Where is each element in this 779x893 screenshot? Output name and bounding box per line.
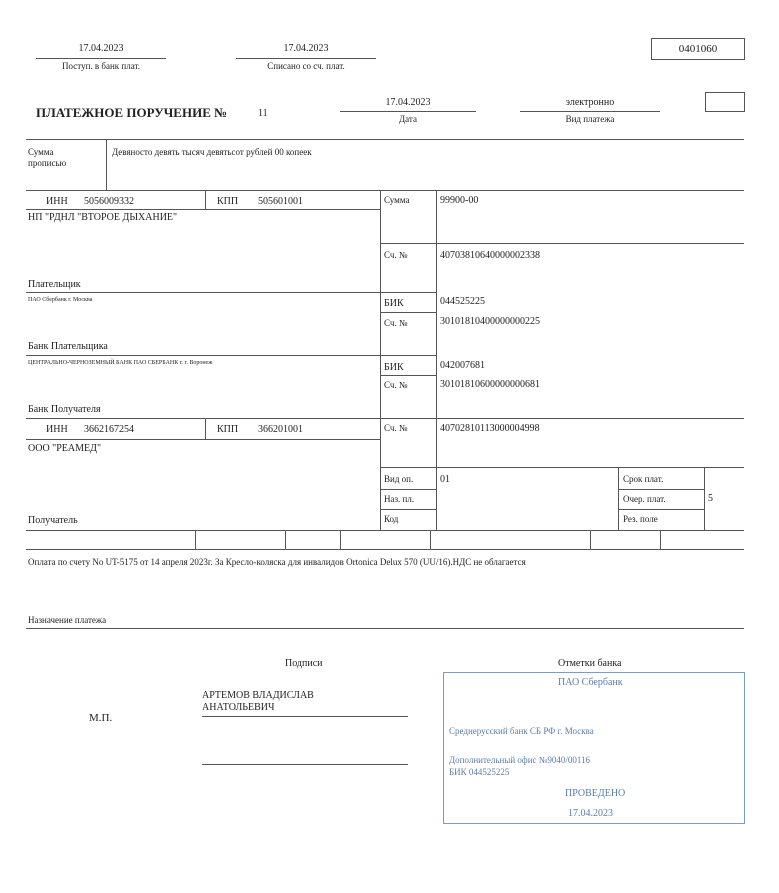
purpose-text: Оплата по счету No UT-5175 от 14 апреля 2023г. За Кресло-коляска для инвалидов Ortonica Delux 570 (UU/16).НДС не облагается	[28, 557, 526, 567]
divider	[340, 111, 476, 112]
signature-line	[202, 764, 408, 765]
doc-date-label: Дата	[399, 114, 417, 124]
form-code-box	[651, 38, 745, 60]
purpose-code-label: Наз. пл.	[384, 494, 415, 504]
payee-kpp-label: КПП	[217, 424, 239, 435]
payee-role-label: Получатель	[28, 515, 78, 526]
sum-label: Сумма	[384, 195, 410, 205]
payee-bank-bik-label: БИК	[384, 362, 404, 373]
term-label: Срок плат.	[623, 474, 664, 484]
payment-type-label: Вид платежа	[565, 114, 615, 124]
payer-role-label: Плательщик	[28, 279, 81, 290]
divider	[380, 190, 381, 530]
divider	[236, 58, 376, 59]
divider	[26, 190, 744, 191]
divider	[36, 58, 166, 59]
priority-value: 5	[708, 493, 713, 504]
payer-inn: 5056009332	[84, 196, 134, 207]
divider	[618, 489, 704, 490]
divider	[26, 292, 436, 293]
divider	[380, 509, 436, 510]
payee-bank-role-label: Банк Получателя	[28, 404, 101, 415]
payee-inn: 3662167254	[84, 424, 134, 435]
payee-bank-name: ЦЕНТРАЛЬНО-ЧЕРНОЗЕМНЫЙ БАНК ПАО СБЕРБАНК г. г. Воронеж	[28, 360, 213, 366]
empty-box	[705, 92, 745, 112]
received-date: 17.04.2023	[78, 43, 124, 54]
divider	[380, 489, 436, 490]
doc-number: 11	[258, 108, 268, 119]
form-code: 0401060	[678, 43, 718, 55]
payer-account: 40703810640000002338	[440, 250, 540, 261]
purpose-label: Назначение платежа	[28, 615, 107, 625]
signature-line	[202, 716, 408, 717]
payer-bank-bik: 044525225	[440, 296, 485, 307]
amount-words-label-1: Сумма	[28, 147, 54, 157]
payee-bank-account: 30101810600000000681	[440, 379, 540, 390]
divider	[26, 209, 380, 210]
payee-account-label: Сч. №	[384, 423, 408, 433]
payer-bank-name: ПАО Сбербанк г. Москва	[28, 297, 93, 303]
divider	[26, 355, 436, 356]
divider	[520, 111, 660, 112]
amount-words-text: Девяносто девять тысяч девятьсот рублей 00 копеек	[112, 147, 312, 157]
payment-type: электронно	[565, 97, 615, 108]
divider	[430, 530, 431, 549]
stamp-date: 17.04.2023	[568, 808, 613, 819]
payer-kpp: 505601001	[258, 196, 303, 207]
payer-name: НП "РДНЛ "ВТОРОЕ ДЫХАНИЕ"	[28, 212, 178, 223]
payer-kpp-label: КПП	[217, 196, 239, 207]
code-label: Код	[384, 514, 399, 524]
divider	[618, 509, 704, 510]
op-type-label: Вид оп.	[384, 474, 414, 484]
stamp-bik: БИК 044525225	[449, 767, 510, 777]
divider	[380, 312, 436, 313]
divider	[704, 467, 705, 530]
payer-account-label: Сч. №	[384, 250, 408, 260]
divider	[26, 418, 744, 419]
payee-name: ООО "РЕАМЕД"	[28, 443, 102, 454]
stamp-bank: ПАО Сбербанк	[558, 677, 623, 688]
debited-date: 17.04.2023	[283, 43, 329, 54]
divider	[26, 139, 744, 140]
payee-kpp: 366201001	[258, 424, 303, 435]
divider	[106, 139, 107, 190]
payee-inn-label: ИНН	[46, 424, 68, 435]
divider	[380, 467, 744, 468]
payee-bank-bik: 042007681	[440, 360, 485, 371]
divider	[205, 418, 206, 439]
signer-line-2: АНАТОЛЬЕВИЧ	[202, 702, 275, 713]
op-type-value: 01	[440, 474, 450, 485]
divider	[205, 190, 206, 209]
received-label: Поступ. в банк плат.	[62, 61, 140, 71]
divider	[195, 530, 196, 549]
debited-label: Списано со сч. плат.	[267, 61, 345, 71]
doc-title: ПЛАТЕЖНОЕ ПОРУЧЕНИЕ №	[36, 105, 228, 120]
payer-inn-label: ИНН	[46, 196, 68, 207]
sum-value: 99900-00	[440, 195, 479, 206]
amount-words-label-2: прописью	[28, 158, 67, 168]
payer-bank-account-label: Сч. №	[384, 318, 408, 328]
divider	[26, 439, 380, 440]
divider	[660, 530, 661, 549]
payer-bank-bik-label: БИК	[384, 298, 404, 309]
payee-bank-account-label: Сч. №	[384, 380, 408, 390]
priority-label: Очер. плат.	[623, 494, 666, 504]
mp-label: М.П.	[89, 712, 113, 724]
signer-line-1: АРТЕМОВ ВЛАДИСЛАВ	[202, 690, 314, 701]
divider	[436, 190, 437, 530]
payee-account: 40702810113000004998	[440, 423, 540, 434]
divider	[26, 549, 744, 550]
bank-stamp	[443, 672, 745, 824]
divider	[26, 530, 744, 531]
divider	[26, 628, 744, 629]
payer-bank-account: 30101810400000000225	[440, 316, 540, 327]
stamp-office: Дополнительный офис №9040/00116	[449, 755, 591, 765]
reserve-label: Рез. поле	[623, 514, 658, 524]
stamp-status: ПРОВЕДЕНО	[565, 788, 626, 799]
divider	[285, 530, 286, 549]
divider	[618, 467, 619, 530]
divider	[380, 243, 744, 244]
stamp-branch: Среднерусский банк СБ РФ г. Москва	[449, 726, 594, 736]
divider	[340, 530, 341, 549]
signatures-label: Подписи	[285, 658, 323, 669]
divider	[380, 375, 436, 376]
divider	[590, 530, 591, 549]
doc-date: 17.04.2023	[385, 97, 431, 108]
bank-marks-label: Отметки банка	[558, 658, 622, 669]
payer-bank-role-label: Банк Плательщика	[28, 341, 108, 352]
